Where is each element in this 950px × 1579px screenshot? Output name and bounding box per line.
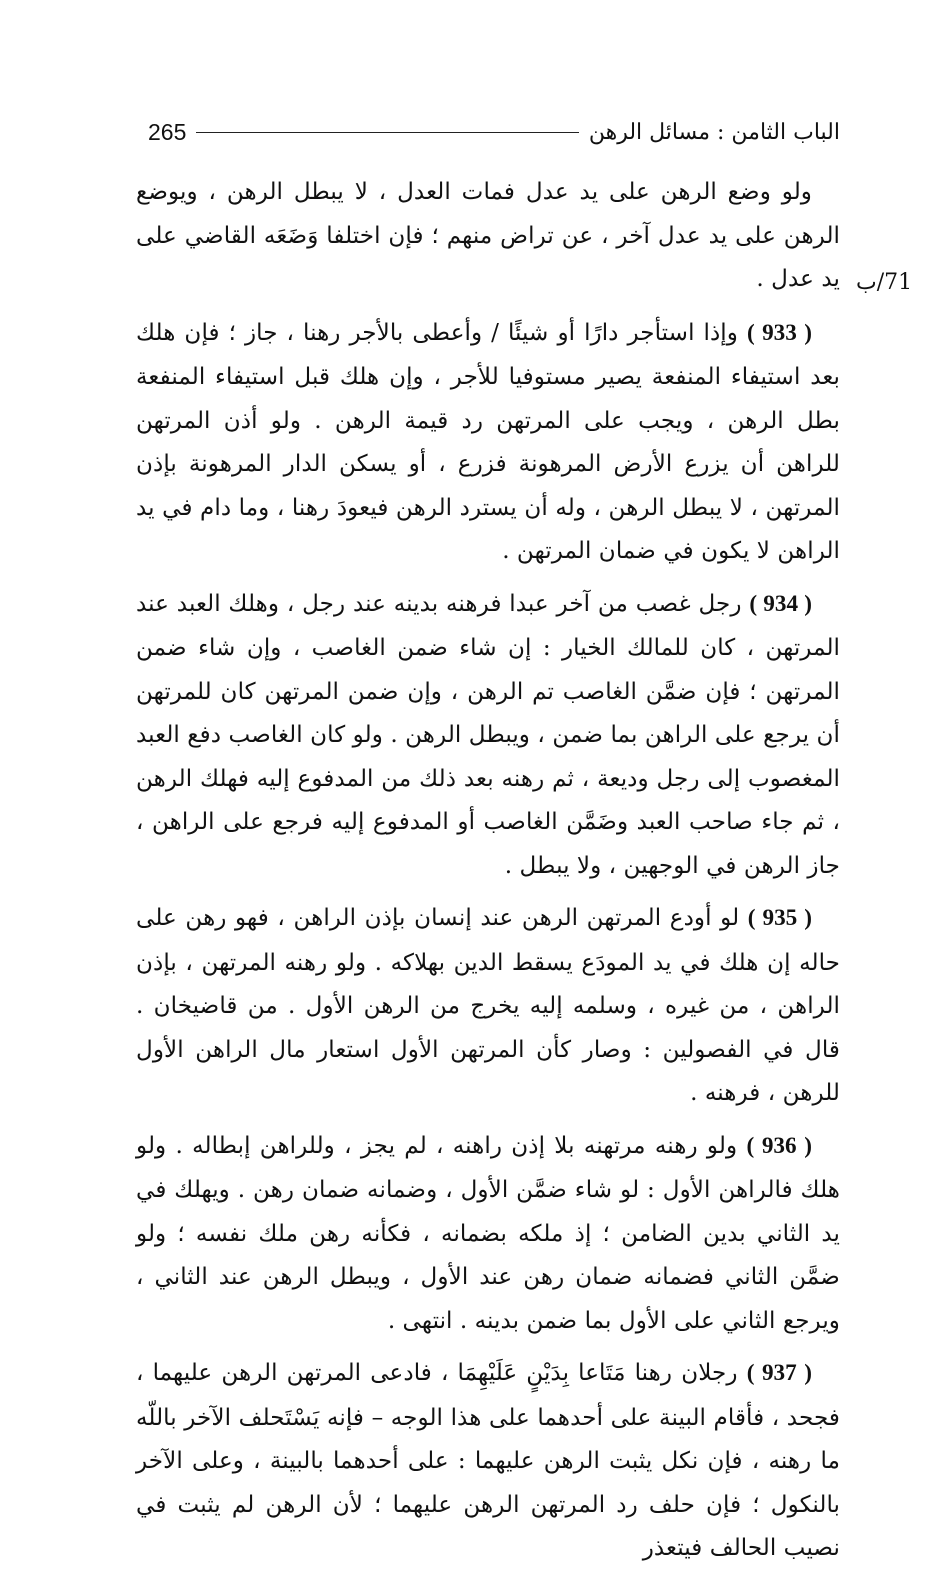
paragraph-text: رجلان رهنا مَتَاعا بِدَيْنٍ عَلَيْهِمَا ، فادعى المرتهن الرهن عليهما ، فجحد ، فأقام البينة على أحدهما على هذا الوجه – فإنه يَسْتَحلف الآخر باللّه ما رهنه ، فإن نكل يثبت الرهن عليهما : على أحدهما بالبينة ، وعلى الآخر بالنكول ؛ فإن حلف رد المرتهن الرهن عليهما ؛ لأن الرهن لم يثبت في نصيب الحالف فيتعذر — [136, 1359, 840, 1561]
paragraph-935 — [136, 896, 840, 1115]
manuscript-folio-marker: 71/ب — [856, 270, 913, 295]
paragraph-number: ( 937 ) — [746, 1360, 812, 1386]
header-rule — [196, 132, 578, 133]
running-header — [148, 112, 840, 152]
paragraph-number: ( 936 ) — [746, 1132, 812, 1159]
paragraph-text: رجل غصب من آخر عبدا فرهنه بدينه عند رجل ، وهلك العبد عند المرتهن ، كان للمالك الخيار : إن شاء ضمن الغاصب ، وإن شاء ضمن المرتهن ؛ فإن ضمَّن الغاصب تم الرهن ، وإن ضمن المرتهن كان للمرتهن أن يرجع على الراهن بما ضمن ، ويبطل الرهن . ولو كان الغاصب دفع العبد المغصوب إلى رجل وديعة ، ثم رهنه بعد ذلك من المدفوع إليه فهلك الرهن ، ثم جاء صاحب العبد وضَمَّن الغاصب أو المدفوع إليه فرجع على الراهن ، جاز الرهن في الوجهين ، ولا يبطل . — [136, 589, 840, 879]
paragraph-text: وإذا استأجر دارًا أو شيئًا / وأعطى بالأجر رهنا ، جاز ؛ فإن هلك بعد استيفاء المنفعة يصير مستوفيا للأجر ، وإن هلك قبل استيفاء المنفعة بطل الرهن ، ويجب على المرتهن رد قيمة الرهن . ولو أذن المرتهن للراهن أن يزرع الأرض المرهونة فزرع ، أو يسكن الدار المرهونة بإذن المرتهن ، لا يبطل الرهن ، وله أن يسترد الرهن فيعودَ رهنا ، وما دام في يد الراهن لا يكون في ضمان المرتهن . — [136, 318, 840, 564]
paragraph-934 — [136, 582, 840, 888]
paragraph-text: ولو رهنه مرتهنه بلا إذن راهنه ، لم يجز ، وللراهن إبطاله . ولو هلك فالراهن الأول : لو شاء ضمَّن الأول ، وضمانه ضمان رهن . ويهلك في يد الثاني بدين الضامن ؛ إذ ملكه بضمانه ، فكأنه رهن ملك نفسه ؛ ولو ضمَّن الثاني فضمانه ضمان رهن عند الأول ، ويبطل الرهن عند الثاني ، ويرجع الثاني على الأول بما ضمن بدينه . انتهى . — [136, 1131, 840, 1334]
page-body — [136, 170, 840, 1579]
paragraph-intro — [136, 170, 840, 301]
paragraph-number: ( 934 ) — [749, 590, 812, 617]
paragraph-number: ( 935 ) — [747, 905, 812, 931]
chapter-title: الباب الثامن : مسائل الرهن — [588, 119, 840, 145]
paragraph-936 — [136, 1124, 840, 1343]
page-number: 265 — [148, 118, 187, 145]
paragraph-text: لو أودع المرتهن الرهن عند إنسان بإذن الراهن ، فهو رهن على حاله إن هلك في يد المودَع يسقط الدين بهلاكه . ولو رهنه المرتهن ، بإذن الراهن ، من غيره ، وسلمه إليه يخرج من الرهن الأول . من قاضيخان . قال في الفصولين : وصار كأن المرتهن الأول استعار مال الراهن الأول للرهن ، فرهنه . — [136, 904, 840, 1106]
paragraph-text: ولو وضع الرهن على يد عدل فمات العدل ، لا يبطل الرهن ، ويوضع الرهن على يد عدل آخر ، عن تراض منهم ؛ فإن اختلفا وَضَعَه القاضي على يد عدل . — [136, 178, 840, 292]
paragraph-number: ( 933 ) — [746, 319, 812, 346]
paragraph-933 — [136, 311, 840, 573]
paragraph-937 — [136, 1351, 840, 1570]
